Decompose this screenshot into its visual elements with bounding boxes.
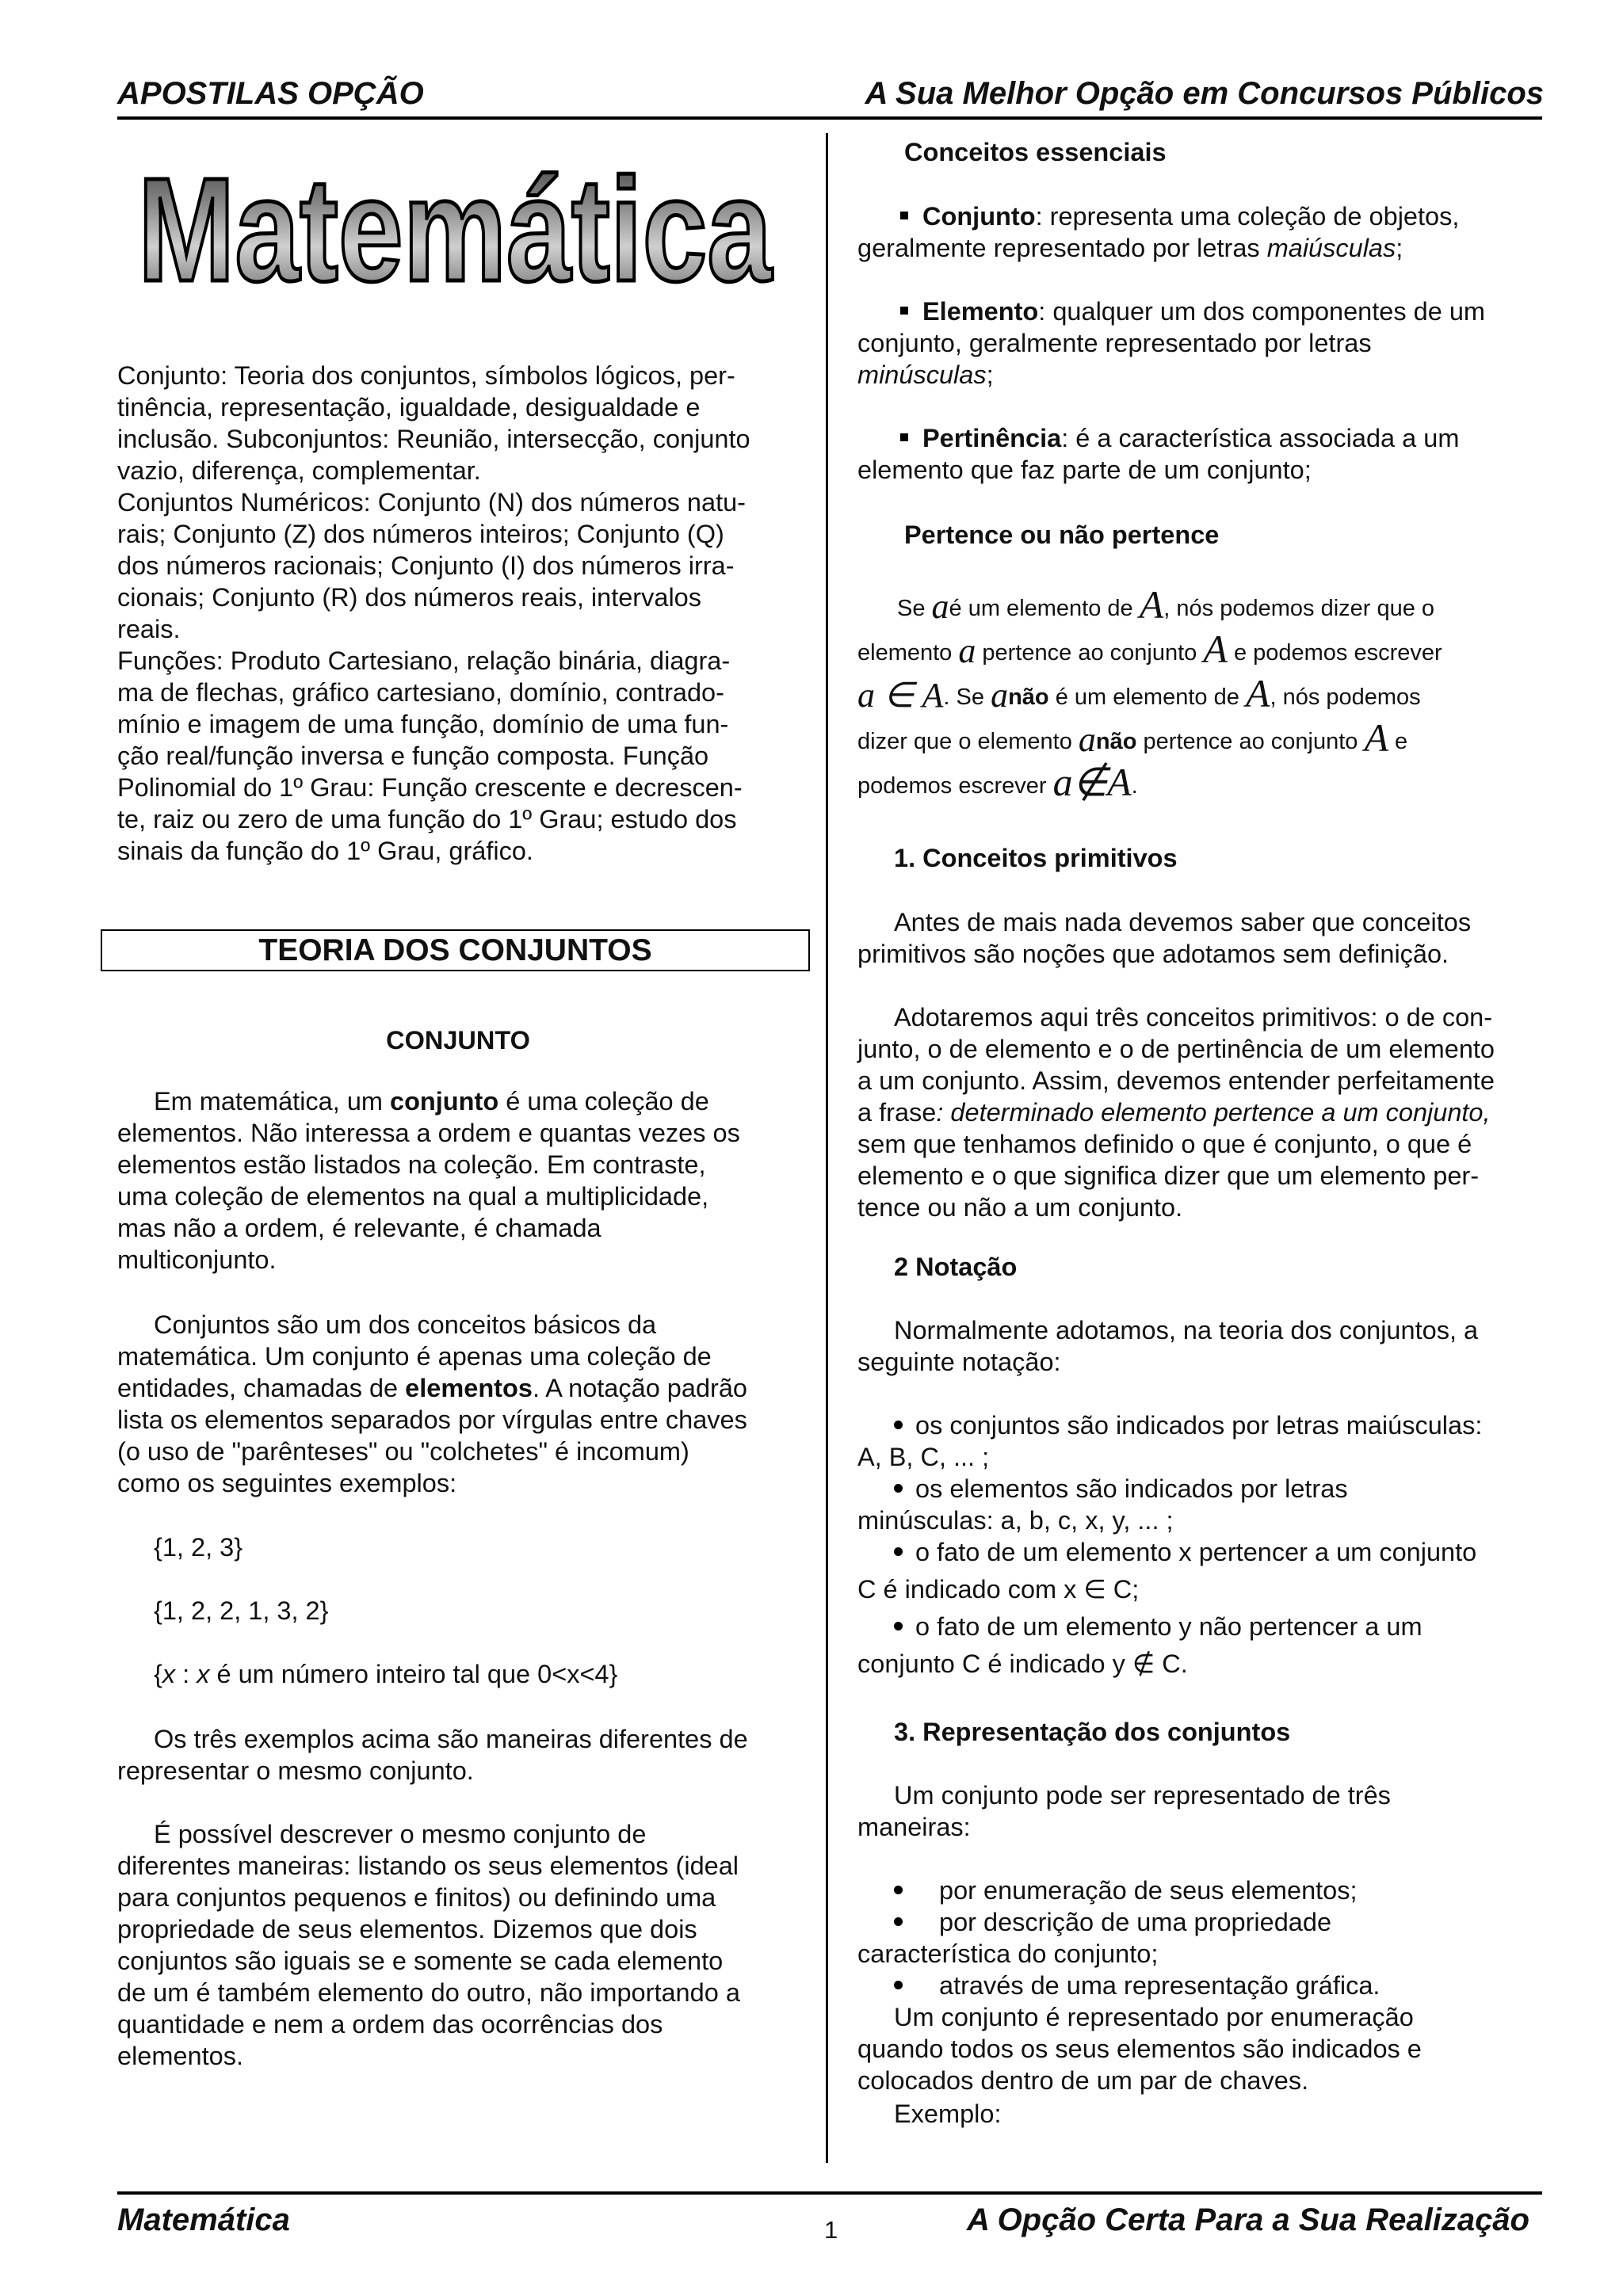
footer-rule — [117, 2191, 1542, 2195]
paragraph-notacao: Normalmente adotamos, na teoria dos conjuntos, a seguinte notação: — [857, 1316, 1479, 1376]
syllabus-line: dos números racionais; Conjunto (I) dos números irra- — [117, 551, 735, 580]
syllabus-line: te, raiz ou zero de uma função do 1º Grau; estudo dos — [117, 805, 737, 833]
syllabus-line: inclusão. Subconjuntos: Reunião, intersecção, conjunto — [117, 425, 750, 453]
definition-elemento: Elemento: qualquer um dos componentes de um conjunto, geralmente representado por letras minúsculas; — [857, 297, 1485, 389]
subheading-conjunto: CONJUNTO — [386, 1026, 530, 1055]
syllabus-line: cionais; Conjunto (R) dos números reais, intervalos — [117, 583, 701, 612]
example-set-3: {x : x é um número inteiro tal que 0<x<4} — [154, 1660, 618, 1688]
list-item: os elementos são indicados por letras minúsculas: a, b, c, x, y, ... ; — [857, 1474, 1348, 1535]
bullet-icon — [894, 1917, 903, 1926]
syllabus-line: Conjunto: Teoria dos conjuntos, símbolos lógicos, per- — [117, 361, 735, 390]
paragraph-tres-exemplos: Os três exemplos acima são maneiras diferentes de representar o mesmo conjunto. — [117, 1725, 748, 1785]
heading-notacao: 2 Notação — [894, 1253, 1018, 1281]
header-right: A Sua Melhor Opção em Concursos Públicos — [865, 76, 1544, 111]
syllabus-line: mínio e imagem de uma função, domínio de uma fun- — [117, 710, 729, 738]
header-left: APOSTILAS OPÇÃO — [117, 76, 424, 111]
heading-conceitos-essenciais: Conceitos essenciais — [904, 138, 1167, 166]
list-item: através de uma representação gráfica. — [857, 1970, 1539, 2001]
list-item: o fato de um elemento y não pertencer a um conjunto C é indicado y ∉ C. — [857, 1612, 1423, 1678]
header-rule — [117, 116, 1542, 120]
bullet-icon — [894, 1622, 903, 1630]
bullet-icon — [894, 1547, 903, 1556]
matematica-logo — [135, 133, 777, 312]
bullet-icon — [894, 1981, 903, 1989]
paragraph-conjunto: Em matemática, um conjunto é uma coleção de elementos. Não interessa a ordem e quantas vezes os elementos estão listados na coleção. Em contraste, uma coleção de elementos na qual a multiplicidade, mas não a ordem, é relevante, é chamada multiconjunto. — [117, 1087, 740, 1274]
paragraph-primitivos: Antes de mais nada devemos saber que conceitos primitivos são noções que adotamos sem definição. — [857, 908, 1472, 968]
syllabus-line: ção real/função inversa e função composta. Função — [117, 742, 709, 770]
footer-right: A Opção Certa Para a Sua Realização — [967, 2203, 1529, 2237]
paragraph-descrever: É possível descrever o mesmo conjunto de diferentes maneiras: listando os seus elementos (ideal para conjuntos pequenos e finitos) ou definindo uma propriedade de seus elementos. Dizemos que dois conjuntos são iguais se e somente se cada elemento de um é também elemento do outro, não importando a quantidade e nem a ordem das ocorrências dos elementos. — [117, 1820, 740, 2070]
bullet-icon — [894, 1421, 903, 1429]
paragraph-conceitos-basicos: Conjuntos são um dos conceitos básicos da matemática. Um conjunto é apenas uma coleção de entidades, chamadas de elementos. A notação padrão lista os elementos separados por vírgulas entre chaves (o uso de "parênteses" ou "colchetes" é incomum) como os seguintes exemplos: — [117, 1310, 747, 1497]
list-item: por enumeração de seus elementos; — [857, 1875, 1539, 1906]
syllabus-line: vazio, diferença, complementar. — [117, 456, 481, 485]
representation-list: por enumeração de seus elementos; por descrição de uma propriedade característica do conjunto; através de uma representação gráfica. Um conjunto é representado por enumeração quando todos os seus elementos são indicados e colocados dentro de um par de chaves. — [857, 1875, 1539, 2096]
paragraph-adotaremos: Adotaremos aqui três conceitos primitivos: o de con- junto, o de elemento e o de pertinência de um elemento a um conjunto. Assim, devemos entender perfeitamente a frase: determinado elemento pertence a um conjunto, sem que tenhamos definido o que é conjunto, o que é elemento e o que significa dizer que um elemento per- tence ou não a um conjunto. — [857, 1003, 1495, 1222]
square-bullet-icon — [900, 307, 908, 315]
example-set-1: {1, 2, 3} — [154, 1533, 243, 1562]
column-divider — [826, 133, 828, 2163]
list-item: os conjuntos são indicados por letras maiúsculas: A, B, C, ... ; — [857, 1411, 1483, 1471]
square-bullet-icon — [900, 433, 908, 441]
list-item: por descrição de uma propriedade característica do conjunto; — [857, 1908, 1332, 1968]
syllabus-line: Funções: Produto Cartesiano, relação binária, diagra- — [117, 646, 731, 675]
paragraph-enumeracao: Um conjunto é representado por enumeração — [894, 2003, 1414, 2031]
pertence-explanation: Se aé um elemento de A, nós podemos dizer que o elemento a pertence ao conjunto A e podemos escrever a ∈ A. Se anão é um elemento de A, nós podemos dizer que o elemento anão pertence ao conjunto A e podemos escrever a∉A. — [857, 582, 1442, 804]
syllabus-line: sinais da função do 1º Grau, gráfico. — [117, 837, 533, 865]
definition-conjunto: Conjunto: representa uma coleção de objetos, geralmente representado por letras maiúsculas; — [857, 202, 1460, 262]
heading-pertence: Pertence ou não pertence — [904, 521, 1220, 549]
syllabus-line: ma de flechas, gráfico cartesiano, domínio, contrado- — [117, 678, 724, 707]
bullet-icon — [894, 1886, 903, 1894]
syllabus-line: reais. — [117, 615, 181, 643]
logo-text: Matemática — [138, 148, 773, 312]
section-title: TEORIA DOS CONJUNTOS — [101, 929, 810, 971]
syllabus — [117, 360, 799, 867]
bullet-icon — [894, 1484, 903, 1493]
footer-left: Matemática — [117, 2203, 290, 2237]
notation-list — [857, 1409, 1539, 1685]
syllabus-line: tinência, representação, igualdade, desigualdade e — [117, 393, 701, 421]
example-label: Exemplo: — [894, 2100, 1002, 2128]
syllabus-line: Polinomial do 1º Grau: Função crescente e decrescen- — [117, 773, 743, 802]
example-set-2: {1, 2, 2, 1, 3, 2} — [154, 1596, 329, 1625]
syllabus-line: Conjuntos Numéricos: Conjunto (N) dos números natu- — [117, 488, 746, 517]
definition-pertinencia: Pertinência: é a característica associada a um elemento que faz parte de um conjunto; — [857, 424, 1460, 484]
paragraph-representacao: Um conjunto pode ser representado de três maneiras: — [857, 1781, 1391, 1841]
heading-representacao: 3. Representação dos conjuntos — [894, 1718, 1291, 1746]
page-number: 1 — [824, 2216, 838, 2244]
square-bullet-icon — [900, 212, 908, 219]
heading-conceitos-primitivos: 1. Conceitos primitivos — [894, 844, 1178, 872]
list-item: o fato de um elemento x pertencer a um conjunto C é indicado com x ∈ C; — [857, 1538, 1477, 1604]
syllabus-line: rais; Conjunto (Z) dos números inteiros; Conjunto (Q) — [117, 520, 724, 548]
